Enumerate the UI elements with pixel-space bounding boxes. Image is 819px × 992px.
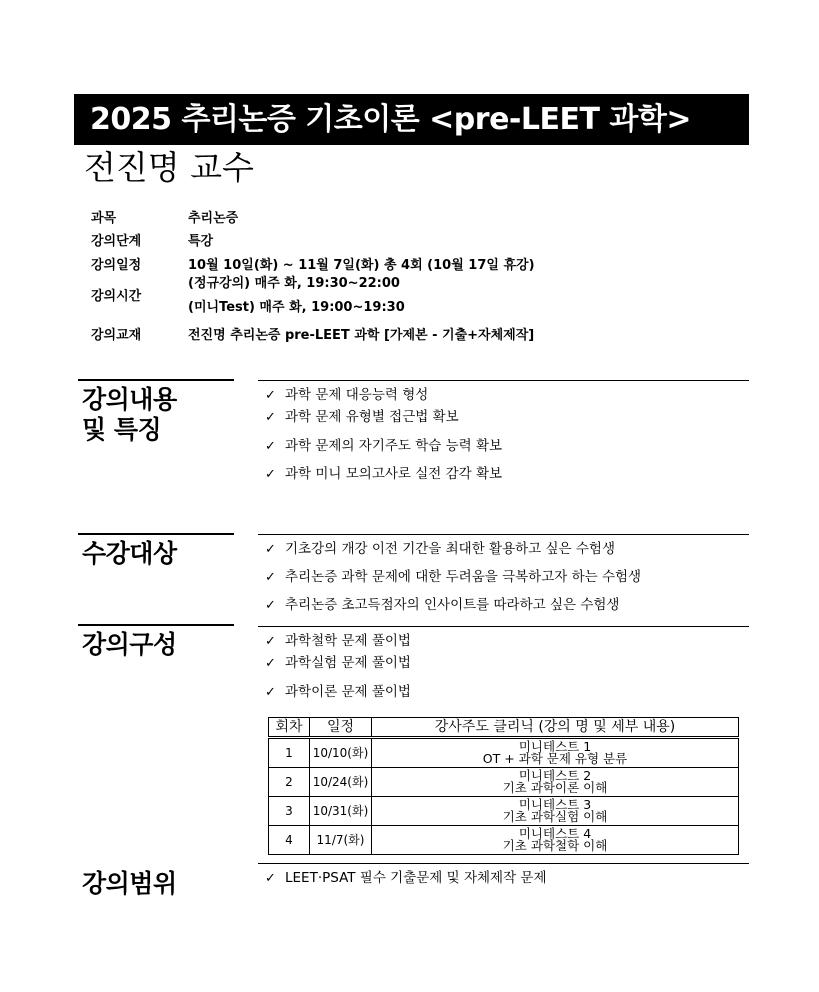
section-divider [258,534,749,535]
section-heading-content-line1: 강의내용 [82,385,177,414]
table-cell-date: 11/7(화) [310,826,372,855]
table-cell-date: 10/10(화) [310,738,372,768]
section-heading-composition: 강의구성 [78,624,234,660]
info-value-time-mini: (미니Test) 매주 화, 19:00~19:30 [188,300,405,315]
section-heading-content-line2: 및 특징 [82,415,162,444]
list-item: ✓ 과학이론 문제 풀이법 [265,684,411,700]
table-row [269,738,739,768]
check-icon: ✓ [265,598,276,613]
list-item: ✓ 과학 문제 대응능력 형성 [265,387,429,403]
info-value-subject: 추리논증 [188,211,239,226]
list-item: ✓ 과학 문제의 자기주도 학습 능력 확보 [265,438,503,454]
check-icon: ✓ [265,871,276,886]
table-row [269,826,739,855]
table-header-date: 일정 [310,718,372,738]
check-icon: ✓ [265,388,276,403]
table-cell-date: 10/31(화) [310,797,372,826]
section-divider [258,626,749,627]
list-item: ✓ 과학 문제 유형별 접근법 확보 [265,409,459,425]
info-label-subject: 과목 [91,211,117,226]
check-icon: ✓ [265,656,276,671]
info-label-time: 강의시간 [91,289,142,304]
check-icon: ✓ [265,570,276,585]
schedule-table [268,717,739,855]
check-icon: ✓ [265,634,276,649]
table-cell-content: 미니테스트 2 기초 과학이론 이해 [372,768,739,797]
section-heading-target: 수강대상 [78,533,234,569]
check-icon: ✓ [265,467,276,482]
section-divider [258,863,749,864]
table-cell-content: 미니테스트 4 기초 과학철학 이해 [372,826,739,855]
check-icon: ✓ [265,542,276,557]
list-item: ✓ 추리논증 초고득점자의 인사이트를 따라하고 싶은 수험생 [265,597,620,613]
check-icon: ✓ [265,439,276,454]
check-icon: ✓ [265,410,276,425]
info-label-stage: 강의단계 [91,234,142,249]
table-cell-content: 미니테스트 3 기초 과학실험 이해 [372,797,739,826]
table-cell-round: 2 [269,768,310,797]
info-value-textbook: 전진명 추리논증 pre-LEET 과학 [가제본 - 기출+자체제작] [188,328,535,343]
table-cell-round: 1 [269,738,310,768]
table-cell-round: 4 [269,826,310,855]
professor-name: 전진명 교수 [84,148,254,187]
list-item: ✓ 과학철학 문제 풀이법 [265,633,411,649]
table-header-row [269,718,739,738]
table-cell-content: 미니테스트 1 OT + 과학 문제 유형 분류 [372,738,739,768]
section-divider [258,380,749,381]
info-value-time-regular: (정규강의) 매주 화, 19:30~22:00 [188,276,400,291]
table-cell-round: 3 [269,797,310,826]
info-label-schedule: 강의일정 [91,258,142,273]
list-item: ✓ LEET·PSAT 필수 기출문제 및 자체제작 문제 [265,870,547,886]
info-label-textbook: 강의교재 [91,328,142,343]
info-value-schedule: 10월 10일(화) ~ 11월 7일(화) 총 4회 (10월 17일 휴강) [188,258,535,273]
table-row [269,768,739,797]
table-cell-date: 10/24(화) [310,768,372,797]
info-value-stage: 특강 [188,234,214,249]
list-item: ✓ 과학실험 문제 풀이법 [265,655,411,671]
list-item: ✓ 과학 미니 모의고사로 실전 감각 확보 [265,466,503,482]
table-header-content: 강사주도 클리닉 (강의 명 및 세부 내용) [372,718,739,738]
list-item: ✓ 기초강의 개강 이전 기간을 최대한 활용하고 싶은 수험생 [265,541,615,557]
section-heading-content [78,379,234,445]
page-title: 2025 추리논증 기초이론 <pre-LEET 과학> [74,94,749,145]
table-row [269,797,739,826]
check-icon: ✓ [265,685,276,700]
table-header-round: 회차 [269,718,310,738]
list-item: ✓ 추리논증 과학 문제에 대한 두려움을 극복하고자 하는 수험생 [265,569,642,585]
section-heading-scope: 강의범위 [82,869,177,898]
